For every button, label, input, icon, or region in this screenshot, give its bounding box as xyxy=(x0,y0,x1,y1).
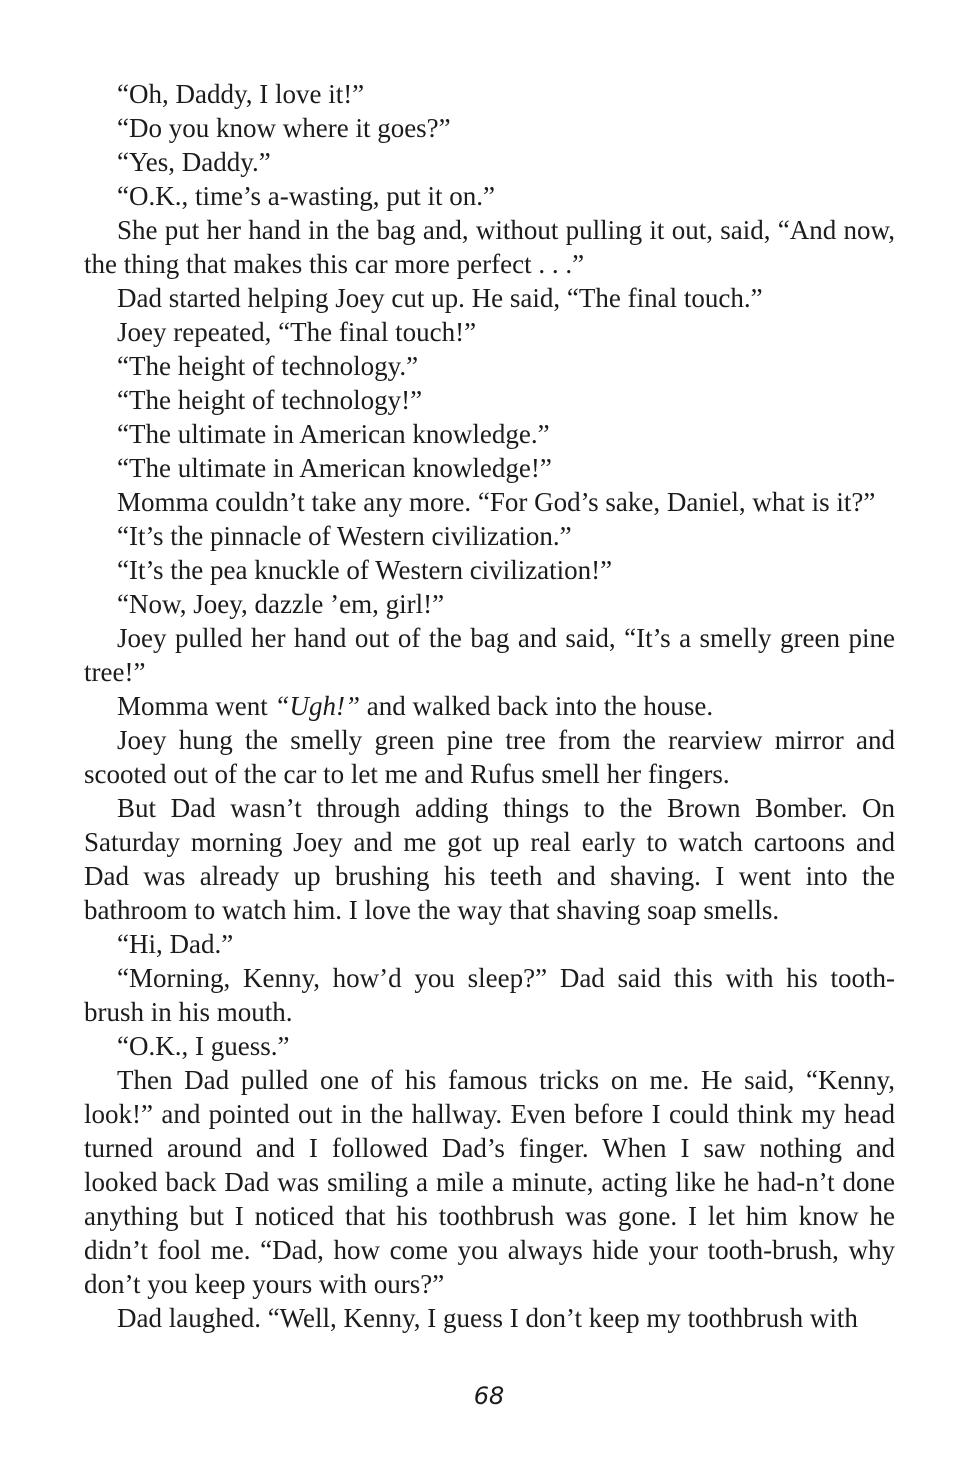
paragraph: “Oh, Daddy, I love it!” xyxy=(117,79,365,109)
paragraph: She put her hand in the bag and, without pulling it out, said, “And now, the thing that makes this car more perfect . . .” xyxy=(84,215,895,279)
paragraph-ugh-before: Momma went xyxy=(117,691,275,721)
paragraph-ugh xyxy=(84,689,895,723)
paragraph: “O.K., I guess.” xyxy=(117,1031,290,1061)
paragraph: Joey pulled her hand out of the bag and said, “It’s a smelly green pine tree!” xyxy=(84,623,895,687)
paragraph: “Now, Joey, dazzle ’em, girl!” xyxy=(117,589,445,619)
paragraph: Momma couldn’t take any more. “For God’s sake, Daniel, what is it?” xyxy=(117,487,876,517)
page-number: 68 xyxy=(473,1382,505,1410)
paragraph: “The ultimate in American knowledge!” xyxy=(117,453,552,483)
paragraph: “The height of technology.” xyxy=(117,351,419,381)
paragraph-ugh-after: and walked back into the house. xyxy=(360,691,714,721)
paragraph: Joey hung the smelly green pine tree from the rearview mirror and scooted out of the car to let me and Rufus smell her fingers. xyxy=(84,725,895,789)
paragraph: “Yes, Daddy.” xyxy=(117,147,271,177)
paragraph: “Morning, Kenny, how’d you sleep?” Dad said this with his tooth-brush in his mouth. xyxy=(84,963,895,1027)
paragraph: “O.K., time’s a-wasting, put it on.” xyxy=(117,181,495,211)
paragraph: Joey repeated, “The final touch!” xyxy=(117,317,477,347)
page-body xyxy=(84,77,895,1335)
paragraph: Then Dad pulled one of his famous tricks on me. He said, “Kenny, look!” and pointed out in the hallway. Even before I could think my head turned around and I followed Dad’s finger. When I saw nothing and looked back Dad was smiling a mile a minute, acting like he had-n’t done anything but I noticed that his toothbrush was gone. I let him know he didn’t fool me. “Dad, how come you always hide your tooth-brush, why don’t you keep yours with ours?” xyxy=(84,1065,895,1299)
paragraph: Dad laughed. “Well, Kenny, I guess I don’t keep my toothbrush with xyxy=(117,1303,858,1333)
paragraph: But Dad wasn’t through adding things to the Brown Bomber. On Saturday morning Joey and me got up real early to watch cartoons and Dad was already up brushing his teeth and shaving. I went into the bathroom to watch him. I love the way that shaving soap smells. xyxy=(84,793,895,925)
paragraph-ugh-italic: “Ugh!” xyxy=(274,691,361,721)
paragraph: “Hi, Dad.” xyxy=(117,929,234,959)
paragraph: “The height of technology!” xyxy=(117,385,423,415)
paragraph: “Do you know where it goes?” xyxy=(117,113,451,143)
paragraph: “The ultimate in American knowledge.” xyxy=(117,419,550,449)
paragraph: “It’s the pea knuckle of Western civilization!” xyxy=(117,555,613,585)
paragraph: Dad started helping Joey cut up. He said, “The final touch.” xyxy=(117,283,763,313)
paragraph: “It’s the pinnacle of Western civilization.” xyxy=(117,521,572,551)
